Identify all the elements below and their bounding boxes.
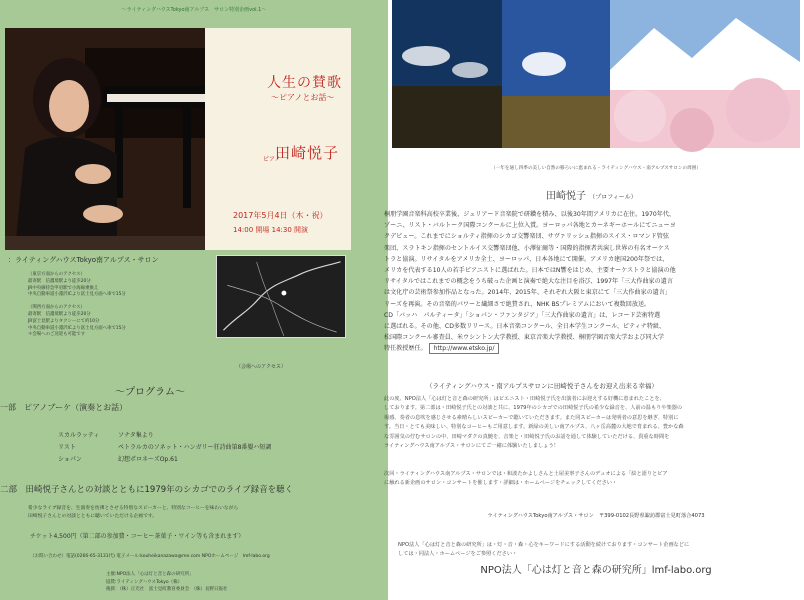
bio-line: は文化庁の芸術祭参加作品となった。2014年、2015年、それぞれ大阪と東京にて「三大作曲家の遺言」: [384, 289, 671, 297]
biography: [384, 209, 804, 355]
organizer-line: 主催:NPO法人「心は灯と音と森の研究所」: [106, 572, 194, 577]
welcome-line: 此の度、NPO法人「心は灯と音と森の研究所」はピエニスト・田崎悦子氏を出演者にお迎えする好機に恵まれたことを、: [384, 396, 665, 402]
access-line: JR富士見駅よりタクシーにて約10分: [28, 318, 100, 324]
part2-heading: 二部 田崎悦子さんとの対談とともに1979年のシカゴでのライブ録音を聴く: [0, 485, 294, 495]
bio-line: [384, 343, 804, 354]
bio-line-last: 特任教授歴任。: [384, 345, 427, 353]
salon-address: ライティングハウスTokyo南アルプス・サロン 〒399-0102長野県諏訪郡富士見町落合4073: [487, 513, 705, 519]
bio-line: に選ばれる。その他、CD多数リリース。日本音楽コンクール、全日本学生コンクール、ピティナ特級、: [384, 323, 666, 331]
bio-line: ゾーニ、リスト・バルトーク国際コンクールに上位入賞。ヨーロッパ各地とカーネギーホールにてニューヨ: [384, 222, 676, 230]
next-line: に触れる新企画のサロン・コンサートを催します・詳細は・ホームページをチェックしてください・: [384, 480, 618, 487]
access-line: 最寄駅 信濃境駅より徒歩20分: [28, 278, 91, 284]
access-line: 中央自動車道小淵沢ICより富士見方面へ車で15分: [28, 292, 126, 298]
npo-description: [398, 541, 800, 560]
right-flyer: [384, 0, 800, 600]
bio-line: リーズを再演。その音楽的パワーと繊細さで絶賛され、NHK BSプレミアムにおいて複数回放送。: [384, 300, 651, 308]
welcome-line: な雰囲気の佇むサロンの中、田崎マダクの真髄を、音楽と・田崎悦子氏のお話を通して体験していただける、貴重な時間を: [384, 433, 670, 440]
next-event-text: [384, 470, 804, 489]
welcome-line: 場感、奏者の息吹を感じさせる素晴らしいスピーカーで聴いていただきます。また同スピーカーは発明者の意思を継ぎ、特別に: [384, 414, 679, 421]
bio-line: リサイタルではこれまでの概念をうち破った企画と演奏で絶大な注目を浴び、1997年「三大作曲家の遺言: [384, 278, 673, 286]
left-flyer: [0, 0, 388, 600]
photo-caption: （一年を通し四季の美しい自然の移ろいに恵まれる・ライティングハウス・南アルプスサロンの周囲）: [491, 166, 701, 171]
npo-line: しては・同法人・ホームページをご参照ください・: [398, 551, 518, 558]
event-date: 2017年5月4日（木・祝）: [233, 211, 328, 220]
bio-line: トラと協演。リサイタルをアメリカ全土、ヨーロッパ、日本各地にて開催。アメリカ建国200年祭では、: [384, 255, 669, 263]
welcome-line: しております。第二部は・田崎悦子氏との対談と共に、1979年のシカゴでの田崎悦子氏の希少な録音を、人前の温もりや楽器の: [384, 405, 683, 412]
welcome-text: [384, 395, 804, 451]
scenery-photos: [392, 0, 800, 148]
bio-line: 桐朋学園音楽科高校卒業後、ジュリアード音楽院で研鑽を積み、以後30年間アメリカに在住。1970年代、: [384, 211, 676, 218]
program-composer: スカルラッティ: [58, 432, 100, 439]
program-works: [118, 430, 271, 466]
welcome-line: ライティングハウス南アルプス・サロンにてご一緒に体験いたしましょう！: [384, 443, 559, 450]
event-title: 人生の賛歌: [267, 75, 342, 91]
organizer-line: 後援：（株）正光社 富士見町教育委員会 （株）長野日報社: [106, 587, 228, 592]
access-line: 最寄駅 信濃境駅より徒歩20分: [28, 311, 91, 317]
organizer-info: [106, 571, 228, 594]
ticket-price: チケット4,500円（第二部の参加費・コーヒー茶菓子・ワイン等も含まれます）: [30, 533, 245, 540]
bio-line: 楽団、スラトキン指揮のセントルイス交響楽団他、小澤征爾等・国際的指揮者共演し世界の有名オーケス: [384, 244, 670, 252]
event-time: 14:00 開場 14:30 開演: [233, 226, 309, 234]
performer-role: ピアノ: [263, 156, 281, 163]
website-link[interactable]: http://www.etsko.jp/: [429, 343, 500, 354]
profile-label: （プロフィール）: [589, 194, 637, 201]
program-work: 幻想ポロネーズOp.61: [118, 456, 178, 463]
program-work: ソナタ集より: [118, 432, 154, 439]
access-line: 中央自動車道小淵沢ICより富士見方面へ車で15分: [28, 325, 126, 331]
contact-line: （お問い合わせ）電話(0266-65-3131代) 電子メール:kouheikanazawa@me.com NPOホームページ lmf-labo.org: [30, 554, 270, 559]
hero-section: [5, 28, 351, 250]
npo-footer: NPO法人「心は灯と音と森の研究所」lmf-labo.org: [480, 565, 712, 576]
program-title: 〜プログラム〜: [115, 387, 185, 398]
profile-heading: [546, 187, 637, 202]
access-line: ＊会場へのご送迎も可能です: [28, 332, 86, 338]
part1-heading: 一部 ピアノブーケ（演奏とお話）: [0, 403, 128, 412]
bio-line: 松国際コンクール審査員、米ウシントン大学教授、東京音楽大学教授、桐朋学園音楽大学および同大学: [384, 334, 664, 342]
performer-name: 田崎悦子: [275, 144, 340, 162]
organizer-line: 協賛:ライティングハウスTokyo（株）: [106, 579, 183, 585]
part2-description: [28, 505, 258, 520]
welcome-title: （ライティングハウス・南アルプスサロンに田崎悦子さんをお迎え出来る幸福）: [426, 382, 658, 390]
npo-line: NPO法人「心は灯と音と森の研究所」は・灯・音・森・心をキーワードにする活動を続けております・コンサート企画などに: [398, 542, 690, 548]
access-heading: （関西方面からのアクセス）: [28, 305, 85, 311]
access-heading: （東京方面からのアクセス）: [28, 272, 85, 277]
bio-line: メリカを代表する10人の若手ピアニストに選ばれた。日本ではN響をはじめ、主要オーケストラと協演の他: [384, 267, 676, 275]
event-subtitle: 〜ピアノとお話〜: [271, 93, 335, 102]
bio-line: CD「バッハ パルティータ」「ショパン・ファンタジア」「三大作曲家の遺言」は、レコード芸術特選: [384, 311, 661, 319]
access-section-kansai: [28, 305, 208, 339]
pianist-photo: [5, 28, 205, 250]
description-line: 希少なライブ録音を、生演奏を彷彿とさせる特別なスピーカーと、特別なコーヒーを味わいながら: [28, 506, 239, 511]
access-section-tokyo: [28, 272, 208, 299]
program-work: ペトラルカのソネット・ハンガリー狂詩曲第8番嬰ハ短調: [118, 444, 272, 451]
welcome-line: す。当日・とても美味しい、特別なコーヒーもご用意します。新緑の美しい南アルプス、八ヶ岳高麓の大地で育まれる、豊かな森: [384, 424, 684, 431]
program-composer: リスト: [58, 444, 76, 451]
profile-name: 田崎悦子: [546, 191, 586, 202]
access-map: [216, 255, 346, 338]
access-info: [28, 272, 208, 345]
program-composer: ショパン: [58, 456, 82, 463]
next-line: 次回・ライティングハウス南アルプス・サロンでは・和波たかよしさんと土屋美寧子さんのデュオによる「絵と語りとピア: [384, 471, 668, 477]
map-caption: （会場へのアクセス）: [236, 364, 286, 370]
description-line: 田崎悦子さんとの対談とともに聴いていただける企画です。: [28, 513, 158, 519]
access-line: JR中央線特急甲府駅で小海線乗換え: [28, 285, 99, 291]
bio-line: クデビュー。これまでにショルティ指揮のシカゴ交響楽団、サヴァリッシュ指揮のスイス・ロマンド管弦: [384, 233, 669, 241]
program-composers: [58, 430, 99, 466]
flyer-top-line: 〜ライティングハウスTokyo南アルプス サロン特別企画vol.1〜: [121, 7, 267, 13]
venue-line: ：ライティングハウスTokyo南アルプス・サロン: [8, 256, 159, 264]
